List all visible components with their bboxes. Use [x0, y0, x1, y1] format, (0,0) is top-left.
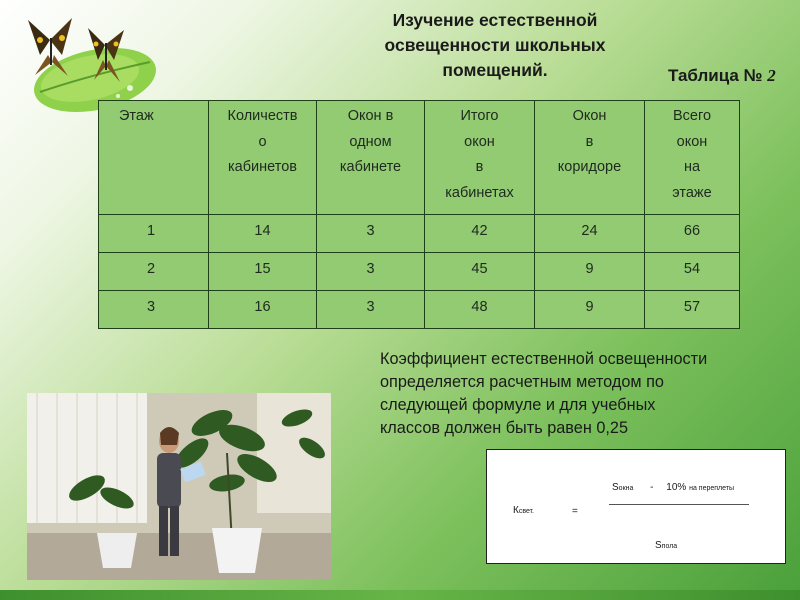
description-line: определяется расчетным методом по	[380, 373, 664, 391]
table-cell: 54	[645, 253, 740, 291]
formula-minus: -	[650, 482, 654, 493]
formula-k-symbol: К	[513, 505, 519, 516]
formula-k-subscript: свет.	[518, 508, 535, 515]
header-rooms-count: Количеств о кабинетов	[209, 101, 317, 215]
table-cell: 2	[99, 253, 209, 291]
table-cell: 3	[317, 215, 425, 253]
table-row	[99, 253, 740, 291]
table-cell: 24	[535, 215, 645, 253]
description-line: следующей формуле и для учебных	[380, 396, 656, 414]
formula-k	[513, 505, 534, 516]
formula-s-window-subscript: окна	[618, 485, 634, 492]
classroom-photo	[27, 393, 331, 580]
header-total-windows-rooms: Итого окон в кабинетах	[425, 101, 535, 215]
formula-box	[486, 449, 786, 564]
table-cell: 66	[645, 215, 740, 253]
table-cell: 16	[209, 291, 317, 329]
table-cell: 48	[425, 291, 535, 329]
formula-fraction-line	[609, 504, 749, 505]
formula-percent-subscript: на переплеты	[689, 485, 735, 492]
bottom-accent-bar	[0, 590, 800, 600]
formula-equals: =	[572, 506, 578, 517]
photo-illustration	[27, 393, 331, 580]
table-row	[99, 215, 740, 253]
table-cell: 3	[317, 253, 425, 291]
formula-denominator	[655, 540, 677, 551]
header-windows-per-room: Окон в одном кабинете	[317, 101, 425, 215]
table-cell: 14	[209, 215, 317, 253]
header-floor-total-windows: Всего окон на этаже	[645, 101, 740, 215]
formula-s-window: S	[612, 482, 619, 493]
table-cell: 3	[99, 291, 209, 329]
table-row	[99, 291, 740, 329]
title-line: освещенности школьных	[384, 35, 606, 55]
formula-percent: 10%	[666, 482, 687, 493]
description-line: классов должен быть равен 0,25	[380, 419, 629, 437]
formula-s-floor: S	[655, 540, 662, 551]
table-number-value: 2	[767, 66, 776, 85]
table-number	[668, 66, 776, 86]
table-cell: 57	[645, 291, 740, 329]
table-header-row	[99, 101, 740, 215]
title-line: Изучение естественной	[392, 10, 598, 30]
description-line: Коэффициент естественной освещенности	[380, 350, 708, 368]
formula-numerator	[612, 482, 734, 493]
table-cell: 9	[535, 253, 645, 291]
table-cell: 1	[99, 215, 209, 253]
header-floor: Этаж	[99, 101, 209, 215]
title-line: помещений.	[442, 60, 548, 80]
table-cell: 45	[425, 253, 535, 291]
table-cell: 15	[209, 253, 317, 291]
description-text	[380, 348, 790, 440]
header-corridor-windows: Окон в коридоре	[535, 101, 645, 215]
page-title	[330, 8, 660, 83]
formula-s-floor-subscript: пола	[661, 543, 678, 550]
windows-table	[98, 100, 740, 329]
table-cell: 9	[535, 291, 645, 329]
table-cell: 42	[425, 215, 535, 253]
table-number-label: Таблица №	[668, 66, 763, 85]
table-cell: 3	[317, 291, 425, 329]
